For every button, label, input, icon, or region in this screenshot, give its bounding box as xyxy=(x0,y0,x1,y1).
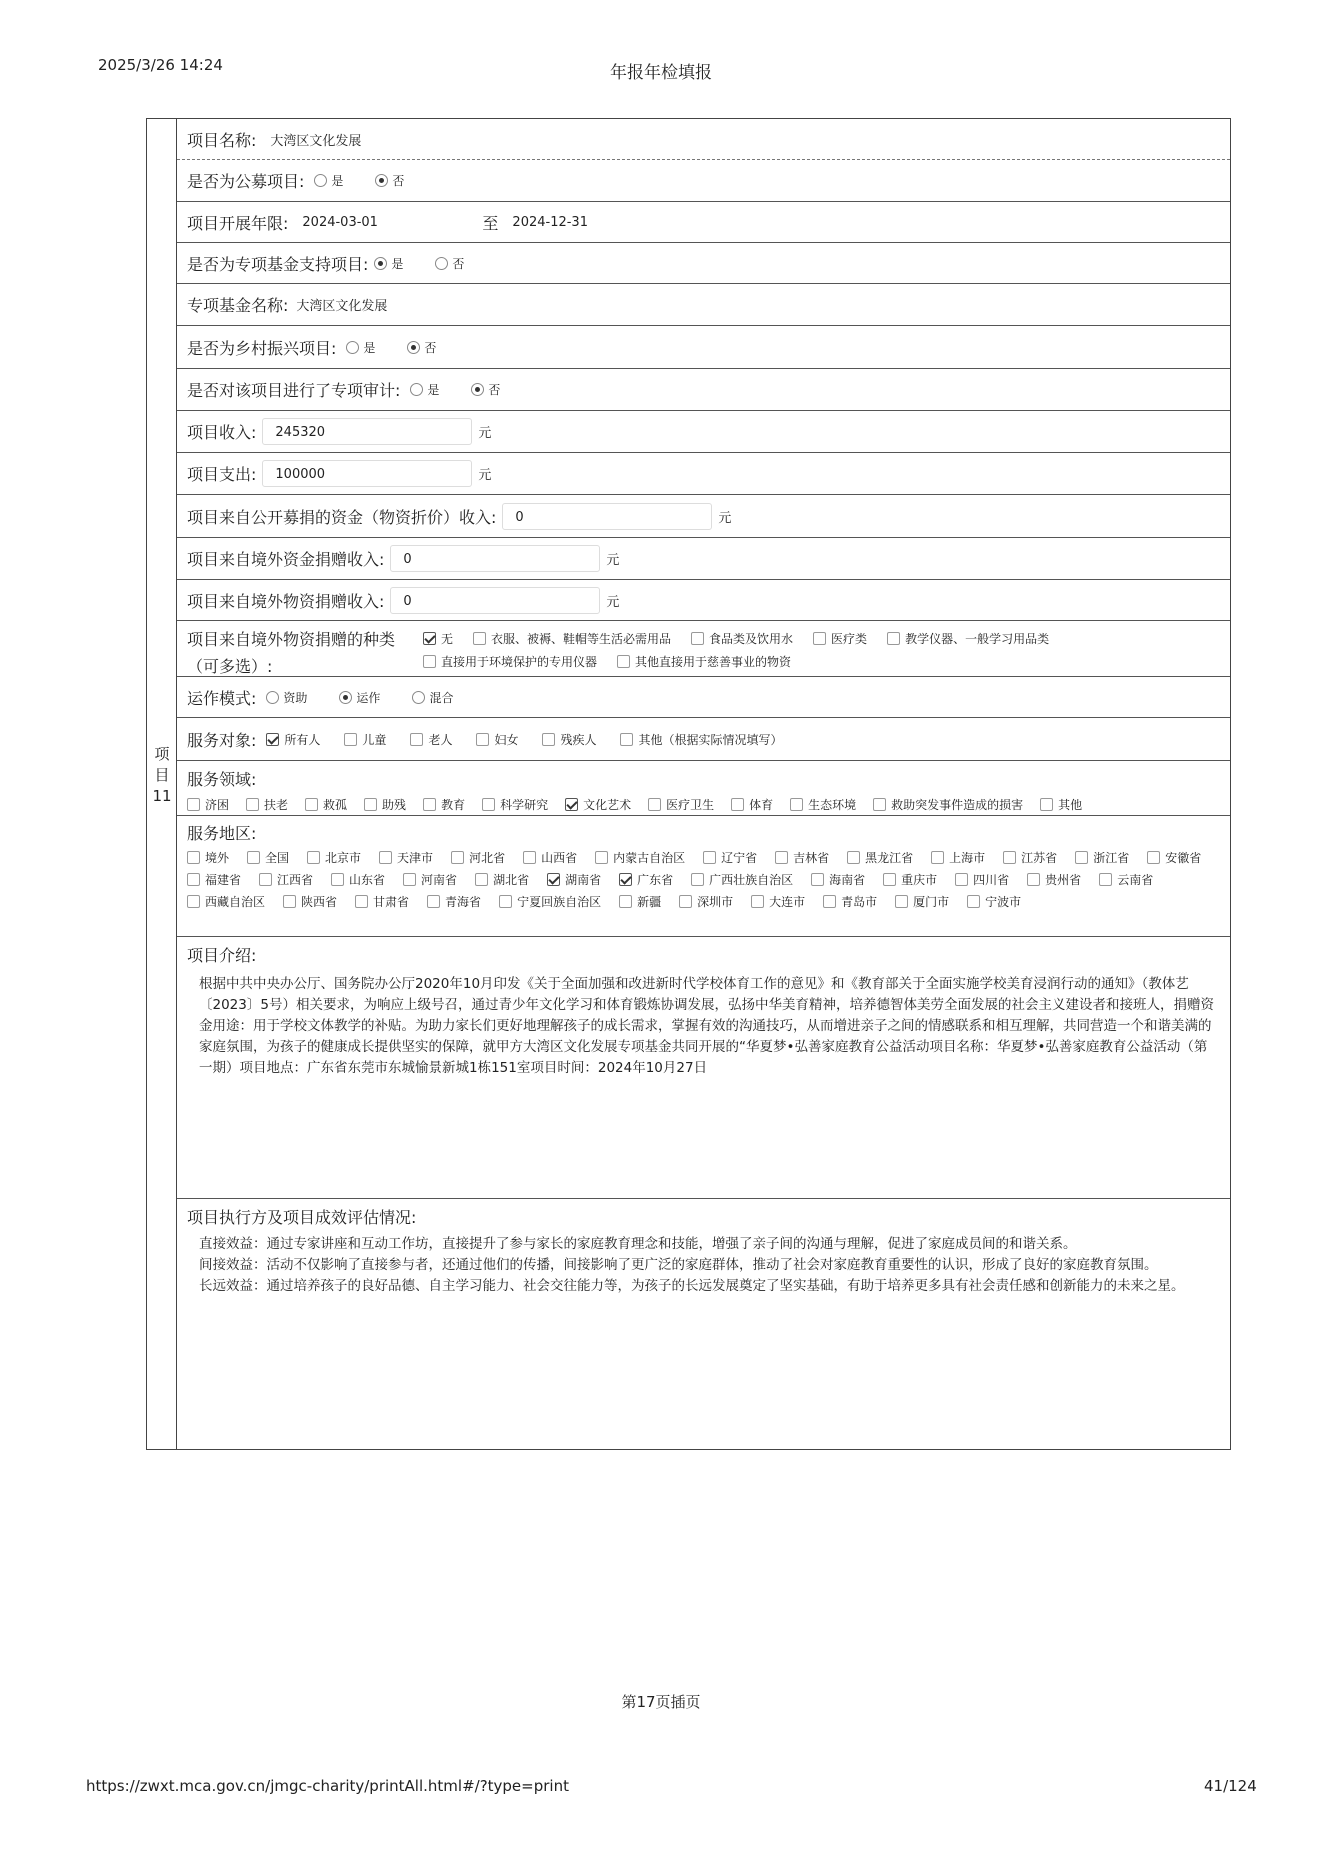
radio-checked-icon[interactable] xyxy=(407,341,420,354)
evaluation-paragraph: 直接效益：通过专家讲座和互动工作坊，直接提升了参与家长的家庭教育理念和技能，增强了亲子间的沟通与理解，促进了家庭成员间的和谐关系。 xyxy=(199,1236,1077,1252)
row-goods-types xyxy=(177,621,1230,677)
row-project-name xyxy=(177,119,1230,160)
option-label: 四川省 xyxy=(973,873,1010,887)
option-label: 大连市 xyxy=(769,895,806,909)
income-label: 项目收入: xyxy=(187,423,257,442)
mode-option[interactable] xyxy=(402,689,453,706)
field-option[interactable] xyxy=(364,796,406,813)
row-expense xyxy=(177,453,1230,495)
region-option[interactable] xyxy=(451,849,505,866)
region-option[interactable] xyxy=(187,893,265,910)
checkbox-icon[interactable] xyxy=(187,798,200,811)
public-raise-input[interactable]: 0 xyxy=(502,503,712,530)
checkbox-icon[interactable] xyxy=(523,851,536,864)
checkbox-icon[interactable] xyxy=(475,873,488,886)
public-raise-unit: 元 xyxy=(718,510,732,526)
checkbox-icon[interactable] xyxy=(355,895,368,908)
region-option[interactable] xyxy=(931,849,985,866)
field-option[interactable] xyxy=(1040,796,1082,813)
checkbox-icon[interactable] xyxy=(427,895,440,908)
checkbox-checked-icon[interactable] xyxy=(266,733,279,746)
option-label: 河北省 xyxy=(469,851,506,865)
period-to: 至 xyxy=(482,213,499,233)
row-public-raise xyxy=(177,160,1230,202)
option-label: 直接用于环境保护的专用仪器 xyxy=(441,655,598,669)
option-label: 天津市 xyxy=(397,851,434,865)
goods-type-option[interactable] xyxy=(423,630,453,647)
form-content xyxy=(177,119,1230,1449)
row-period xyxy=(177,202,1230,243)
option-label: 体育 xyxy=(749,798,774,812)
option-label: 江苏省 xyxy=(1021,851,1058,865)
checkbox-icon[interactable] xyxy=(811,873,824,886)
region-label: 服务地区: xyxy=(187,824,257,843)
rural-label: 是否为乡村振兴项目: xyxy=(187,338,337,358)
option-label: 是 xyxy=(391,256,404,271)
region-option[interactable] xyxy=(955,871,1009,888)
region-option[interactable] xyxy=(1075,849,1129,866)
row-foreign-goods xyxy=(177,580,1230,621)
option-label: 山东省 xyxy=(349,873,386,887)
option-label: 浙江省 xyxy=(1093,851,1130,865)
project-name-value: 大湾区文化发展 xyxy=(270,133,362,149)
checkbox-icon[interactable] xyxy=(403,873,416,886)
option-label: 医疗类 xyxy=(831,632,868,646)
radio-checked-icon[interactable] xyxy=(339,691,352,704)
checkbox-icon[interactable] xyxy=(283,895,296,908)
target-option[interactable] xyxy=(344,731,386,748)
intro-text: 根据中共中央办公厅、国务院办公厅2020年10月印发《关于全面加强和改进新时代学校体育工作的意见》和《教育部关于全面实施学校美育浸润行动的通知》（教体艺〔2023〕5号）相关要求，为响应上级号召，通过青少年文化学习和体育锻炼协调发展，弘扬中华美育精神，培养德智体美劳全面发展的社会主义建设者和接班人，捐赠资金用途：用于学校文体教学的补贴。为助力家长们更好地理解孩子的成长需求，掌握有效的沟通技巧，从而增进亲子之间的情感联系和相互理解，共同营造一个和谐美满的家庭氛围，为孩子的健康成长提供坚实的保障，就甲方大湾区文化发展专项基金共同开展的“华夏梦•弘善家庭教育公益活动项目名称：华夏梦•弘善家庭教育公益活动（第一期）项目地点：广东省东莞市东城愉景新城1栋151室项目时间：2024年10月27日 xyxy=(199,976,1214,1076)
checkbox-icon[interactable] xyxy=(451,851,464,864)
field-option[interactable] xyxy=(187,796,229,813)
radio-checked-icon[interactable] xyxy=(471,383,484,396)
checkbox-icon[interactable] xyxy=(1040,798,1053,811)
option-label: 北京市 xyxy=(325,851,362,865)
fund-name-label: 专项基金名称: xyxy=(187,296,289,315)
region-option[interactable] xyxy=(187,849,229,866)
expense-input[interactable]: 100000 xyxy=(262,460,472,487)
checkbox-icon[interactable] xyxy=(410,733,423,746)
radio-icon[interactable] xyxy=(412,691,425,704)
option-label: 救孤 xyxy=(323,798,348,812)
region-option[interactable] xyxy=(595,849,685,866)
goods-type-option[interactable] xyxy=(691,630,793,647)
checkbox-icon[interactable] xyxy=(883,873,896,886)
option-label: 教育 xyxy=(441,798,466,812)
side-label-char: 项 xyxy=(154,745,170,763)
audit-no-option[interactable] xyxy=(461,381,500,398)
option-label: 甘肃省 xyxy=(373,895,410,909)
field-option[interactable] xyxy=(565,796,631,813)
region-option[interactable] xyxy=(895,893,949,910)
radio-icon[interactable] xyxy=(346,341,359,354)
region-option[interactable] xyxy=(1027,871,1081,888)
region-option[interactable] xyxy=(427,893,481,910)
option-label: 宁波市 xyxy=(985,895,1022,909)
income-unit: 元 xyxy=(478,426,492,441)
side-label-char: 目 xyxy=(154,766,170,784)
checkbox-icon[interactable] xyxy=(648,798,661,811)
option-label: 济困 xyxy=(205,798,230,812)
goods-type-options xyxy=(423,630,1049,670)
field-option[interactable] xyxy=(648,796,714,813)
checkbox-icon[interactable] xyxy=(847,851,860,864)
row-targets xyxy=(177,718,1230,761)
checkbox-icon[interactable] xyxy=(499,895,512,908)
option-label: 全国 xyxy=(265,851,290,865)
checkbox-icon[interactable] xyxy=(476,733,489,746)
target-label: 服务对象: xyxy=(187,730,257,750)
checkbox-icon[interactable] xyxy=(542,733,555,746)
option-label: 扶老 xyxy=(264,798,289,812)
region-option[interactable] xyxy=(823,893,877,910)
goods-type-option[interactable] xyxy=(887,630,1049,647)
option-label: 青海省 xyxy=(445,895,482,909)
option-label: 其他直接用于慈善事业的物资 xyxy=(635,655,792,669)
option-label: 湖南省 xyxy=(565,873,602,887)
option-label: 安徽省 xyxy=(1165,851,1202,865)
foreign-goods-input[interactable]: 0 xyxy=(390,587,600,614)
checkbox-icon[interactable] xyxy=(305,798,318,811)
radio-icon[interactable] xyxy=(435,257,448,270)
field-options xyxy=(187,796,1230,813)
option-label: 其他 xyxy=(1058,798,1083,812)
rural-no-option[interactable] xyxy=(397,339,436,356)
target-option[interactable] xyxy=(266,731,320,748)
option-label: 湖北省 xyxy=(493,873,530,887)
option-label: 黑龙江省 xyxy=(865,851,914,865)
period-label: 项目开展年限: xyxy=(187,213,289,233)
checkbox-icon[interactable] xyxy=(751,895,764,908)
page-count: 41/124 xyxy=(1204,1777,1257,1795)
option-label: 生态环境 xyxy=(808,798,857,812)
checkbox-icon[interactable] xyxy=(731,798,744,811)
radio-icon[interactable] xyxy=(410,383,423,396)
region-option[interactable] xyxy=(331,871,385,888)
option-label: 其他（根据实际情况填写） xyxy=(638,732,783,747)
option-label: 是 xyxy=(363,340,376,355)
intro-label: 项目介绍: xyxy=(187,946,257,965)
checkbox-icon[interactable] xyxy=(955,873,968,886)
option-label: 衣服、被褥、鞋帽等生活必需用品 xyxy=(491,632,672,646)
intro-section xyxy=(177,937,1230,1199)
footer-url: https://zwxt.mca.gov.cn/jmgc-charity/printAll.html#/?type=print xyxy=(86,1777,569,1795)
fund-support-no-option[interactable] xyxy=(425,255,464,272)
field-option[interactable] xyxy=(305,796,347,813)
period-start[interactable]: 2024-03-01 xyxy=(302,214,378,230)
option-label: 陕西省 xyxy=(301,895,338,909)
option-label: 内蒙古自治区 xyxy=(613,851,686,865)
option-label: 境外 xyxy=(205,851,230,865)
checkbox-icon[interactable] xyxy=(823,895,836,908)
region-option[interactable] xyxy=(355,893,409,910)
region-option[interactable] xyxy=(847,849,913,866)
option-label: 否 xyxy=(424,340,437,355)
option-label: 山西省 xyxy=(541,851,578,865)
target-option[interactable] xyxy=(620,731,782,748)
option-label: 老人 xyxy=(428,732,453,747)
checkbox-icon[interactable] xyxy=(813,632,826,645)
field-option[interactable] xyxy=(731,796,773,813)
region-option[interactable] xyxy=(499,893,601,910)
checkbox-icon[interactable] xyxy=(967,895,980,908)
checkbox-icon[interactable] xyxy=(679,895,692,908)
option-label: 儿童 xyxy=(362,732,387,747)
checkbox-icon[interactable] xyxy=(931,851,944,864)
region-option[interactable] xyxy=(691,871,793,888)
option-label: 所有人 xyxy=(284,732,321,747)
option-label: 深圳市 xyxy=(697,895,734,909)
option-label: 否 xyxy=(452,256,465,271)
checkbox-icon[interactable] xyxy=(619,895,632,908)
evaluation-section xyxy=(177,1199,1230,1297)
region-option[interactable] xyxy=(703,849,757,866)
period-end[interactable]: 2024-12-31 xyxy=(512,214,588,230)
option-label: 辽宁省 xyxy=(721,851,758,865)
checkbox-icon[interactable] xyxy=(364,798,377,811)
mode-option[interactable] xyxy=(256,689,307,706)
goods-type-option[interactable] xyxy=(617,653,791,670)
checkbox-icon[interactable] xyxy=(187,895,200,908)
row-regions xyxy=(177,816,1230,937)
checkbox-icon[interactable] xyxy=(691,632,704,645)
target-option[interactable] xyxy=(542,731,596,748)
region-option[interactable] xyxy=(811,871,865,888)
region-option[interactable] xyxy=(283,893,337,910)
checkbox-icon[interactable] xyxy=(873,798,886,811)
region-option[interactable] xyxy=(1147,849,1201,866)
region-option[interactable] xyxy=(883,871,937,888)
option-label: 海南省 xyxy=(829,873,866,887)
checkbox-checked-icon[interactable] xyxy=(619,873,632,886)
option-label: 吉林省 xyxy=(793,851,830,865)
side-column xyxy=(147,119,177,1449)
field-option[interactable] xyxy=(790,796,856,813)
region-option[interactable] xyxy=(403,871,457,888)
side-label-char: 11 xyxy=(152,787,172,805)
option-label: 混合 xyxy=(429,690,454,705)
fund-support-yes-option[interactable] xyxy=(364,255,403,272)
target-option[interactable] xyxy=(476,731,518,748)
region-option[interactable] xyxy=(379,849,433,866)
option-label: 是 xyxy=(331,174,344,188)
checkbox-icon[interactable] xyxy=(331,873,344,886)
region-option[interactable] xyxy=(1099,871,1153,888)
region-option[interactable] xyxy=(475,871,529,888)
option-label: 否 xyxy=(392,174,405,188)
checkbox-icon[interactable] xyxy=(1075,851,1088,864)
field-option[interactable] xyxy=(246,796,288,813)
region-option[interactable] xyxy=(967,893,1021,910)
checkbox-icon[interactable] xyxy=(379,851,392,864)
row-audit xyxy=(177,369,1230,411)
option-label: 助残 xyxy=(382,798,407,812)
project-form xyxy=(146,118,1231,1450)
checkbox-icon[interactable] xyxy=(247,851,260,864)
print-datetime: 2025/3/26 14:24 xyxy=(98,56,223,74)
option-label: 青岛市 xyxy=(841,895,878,909)
row-fields xyxy=(177,761,1230,816)
checkbox-icon[interactable] xyxy=(691,873,704,886)
row-public-raise-income xyxy=(177,495,1230,538)
public-label: 是否为公募项目: xyxy=(187,172,305,191)
checkbox-icon[interactable] xyxy=(895,895,908,908)
option-label: 是 xyxy=(427,383,440,397)
income-input[interactable]: 245320 xyxy=(262,418,472,445)
page-title: 年报年检填报 xyxy=(610,63,712,83)
option-label: 新疆 xyxy=(637,895,662,909)
goods-type-label-sub: （可多选）: xyxy=(187,657,273,676)
region-option[interactable] xyxy=(307,849,361,866)
checkbox-icon[interactable] xyxy=(1099,873,1112,886)
audit-label: 是否对该项目进行了专项审计: xyxy=(187,381,401,400)
region-option[interactable] xyxy=(1003,849,1057,866)
expense-label: 项目支出: xyxy=(187,465,257,484)
option-label: 救助突发事件造成的损害 xyxy=(891,798,1024,812)
option-label: 无 xyxy=(441,632,454,646)
row-income xyxy=(177,411,1230,453)
target-option[interactable] xyxy=(410,731,452,748)
option-label: 厦门市 xyxy=(913,895,950,909)
option-label: 上海市 xyxy=(949,851,986,865)
field-option[interactable] xyxy=(873,796,1023,813)
option-label: 医疗卫生 xyxy=(666,798,715,812)
public-no-option[interactable] xyxy=(365,172,404,189)
goods-type-label: 项目来自境外物资捐赠的种类 xyxy=(187,630,396,649)
checkbox-icon[interactable] xyxy=(887,632,900,645)
region-option[interactable] xyxy=(259,871,313,888)
checkbox-icon[interactable] xyxy=(595,851,608,864)
mode-option[interactable] xyxy=(329,689,380,706)
evaluation-paragraph: 间接效益：活动不仅影响了直接参与者，还通过他们的传播，间接影响了更广泛的家庭群体，推动了社会对家庭教育重要性的认识，形成了良好的家庭教育氛围。 xyxy=(199,1257,1158,1273)
option-label: 食品类及饮用水 xyxy=(709,632,794,646)
option-label: 江西省 xyxy=(277,873,314,887)
option-label: 云南省 xyxy=(1117,873,1154,887)
checkbox-icon[interactable] xyxy=(344,733,357,746)
checkbox-icon[interactable] xyxy=(187,873,200,886)
region-options xyxy=(187,849,1230,910)
page-note: 第17页插页 xyxy=(621,1693,701,1711)
option-label: 福建省 xyxy=(205,873,242,887)
checkbox-checked-icon[interactable] xyxy=(547,873,560,886)
target-options xyxy=(266,731,782,748)
option-label: 宁夏回族自治区 xyxy=(517,895,602,909)
foreign-goods-unit: 元 xyxy=(606,594,620,610)
option-label: 贵州省 xyxy=(1045,873,1082,887)
checkbox-icon[interactable] xyxy=(259,873,272,886)
checkbox-icon[interactable] xyxy=(187,851,200,864)
option-label: 资助 xyxy=(283,690,308,705)
option-label: 残疾人 xyxy=(560,732,597,747)
option-label: 重庆市 xyxy=(901,873,938,887)
radio-icon[interactable] xyxy=(266,691,279,704)
checkbox-checked-icon[interactable] xyxy=(423,632,436,645)
region-option[interactable] xyxy=(547,871,601,888)
checkbox-icon[interactable] xyxy=(1027,873,1040,886)
side-label xyxy=(147,744,177,807)
checkbox-icon[interactable] xyxy=(703,851,716,864)
region-option[interactable] xyxy=(619,871,673,888)
foreign-fund-input[interactable]: 0 xyxy=(390,545,600,572)
checkbox-icon[interactable] xyxy=(1003,851,1016,864)
public-raise-label: 项目来自公开募捐的资金（物资折价）收入: xyxy=(187,507,497,527)
row-foreign-fund xyxy=(177,538,1230,580)
mode-label: 运作模式: xyxy=(187,688,257,708)
fund-support-label: 是否为专项基金支持项目: xyxy=(187,254,369,274)
project-name-label: 项目名称: xyxy=(187,130,257,150)
row-fund-name xyxy=(177,284,1230,326)
foreign-goods-label: 项目来自境外物资捐赠收入: xyxy=(187,591,385,611)
evaluation-label: 项目执行方及项目成效评估情况: xyxy=(187,1208,417,1227)
row-rural xyxy=(177,326,1230,369)
public-yes-option[interactable] xyxy=(304,172,343,189)
checkbox-icon[interactable] xyxy=(482,798,495,811)
checkbox-icon[interactable] xyxy=(775,851,788,864)
checkbox-icon[interactable] xyxy=(617,655,630,668)
option-label: 否 xyxy=(488,383,501,397)
checkbox-icon[interactable] xyxy=(423,798,436,811)
field-label: 服务领域: xyxy=(187,770,257,789)
region-option[interactable] xyxy=(619,893,661,910)
region-option[interactable] xyxy=(523,849,577,866)
expense-unit: 元 xyxy=(478,468,492,483)
checkbox-icon[interactable] xyxy=(307,851,320,864)
option-label: 河南省 xyxy=(421,873,458,887)
audit-yes-option[interactable] xyxy=(400,381,439,398)
option-label: 科学研究 xyxy=(500,798,549,812)
option-label: 妇女 xyxy=(494,732,519,747)
checkbox-icon[interactable] xyxy=(423,655,436,668)
goods-type-option[interactable] xyxy=(423,653,597,670)
option-label: 广西壮族自治区 xyxy=(709,873,794,887)
foreign-fund-label: 项目来自境外资金捐赠收入: xyxy=(187,550,385,569)
row-fund-support xyxy=(177,243,1230,284)
fund-name-value: 大湾区文化发展 xyxy=(296,299,388,314)
goods-type-option[interactable] xyxy=(813,630,867,647)
foreign-fund-unit: 元 xyxy=(606,553,620,568)
region-option[interactable] xyxy=(679,893,733,910)
region-option[interactable] xyxy=(187,871,241,888)
checkbox-icon[interactable] xyxy=(473,632,486,645)
radio-checked-icon[interactable] xyxy=(374,257,387,270)
radio-icon[interactable] xyxy=(314,174,327,187)
region-option[interactable] xyxy=(247,849,289,866)
region-option[interactable] xyxy=(775,849,829,866)
field-option[interactable] xyxy=(423,796,465,813)
goods-type-option[interactable] xyxy=(473,630,671,647)
checkbox-icon[interactable] xyxy=(1147,851,1160,864)
checkbox-icon[interactable] xyxy=(246,798,259,811)
rural-yes-option[interactable] xyxy=(336,339,375,356)
option-label: 运作 xyxy=(356,690,381,705)
checkbox-icon[interactable] xyxy=(620,733,633,746)
radio-checked-icon[interactable] xyxy=(375,174,388,187)
option-label: 广东省 xyxy=(637,873,674,887)
field-option[interactable] xyxy=(482,796,548,813)
evaluation-paragraph: 长远效益：通过培养孩子的良好品德、自主学习能力、社会交往能力等，为孩子的长远发展奠定了坚实基础，有助于培养更多具有社会责任感和创新能力的未来之星。 xyxy=(199,1278,1185,1294)
option-label: 西藏自治区 xyxy=(205,895,266,909)
region-option[interactable] xyxy=(751,893,805,910)
option-label: 教学仪器、一般学习用品类 xyxy=(905,632,1050,646)
option-label: 文化艺术 xyxy=(583,798,632,812)
checkbox-checked-icon[interactable] xyxy=(565,798,578,811)
row-mode xyxy=(177,677,1230,718)
checkbox-icon[interactable] xyxy=(790,798,803,811)
